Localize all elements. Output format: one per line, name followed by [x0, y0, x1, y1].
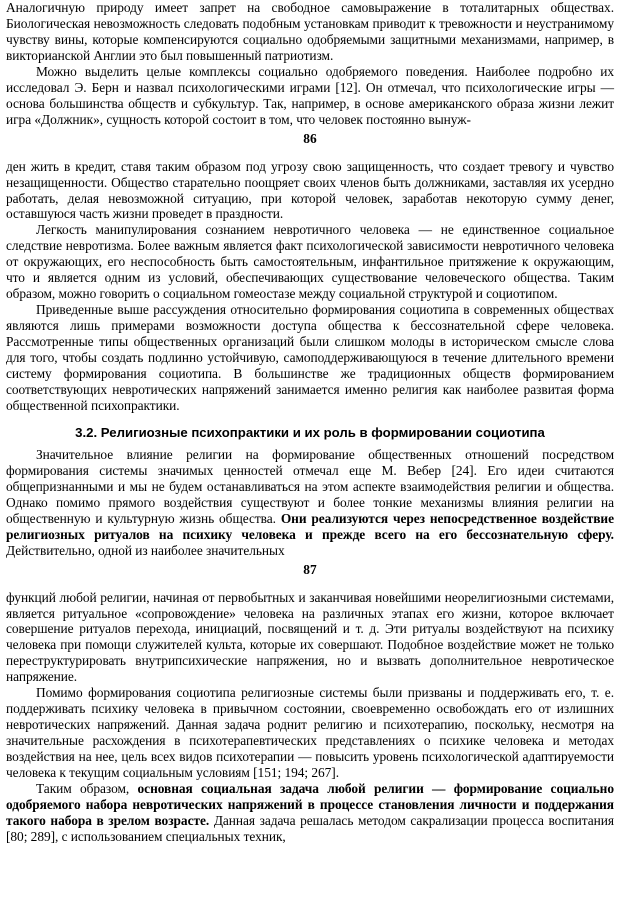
- paragraph: Легкость манипулирования сознанием невротичного человека — не единственное социальное следствие невротизма. Более важным является факт психологической зависимости невротичного человека от окружающих, его неспособность быть самостоятельным, инфантильное притяжение к окружающим, что и является одним из условий, обеспечивающих существование человеческого общества. Таким образом, можно говорить о социальном гомеостазе между социальной структурой и социотипом.: [6, 222, 614, 302]
- paragraph: Можно выделить целые комплексы социально одобряемого поведения. Наиболее подробно их исследовал Э. Берн и назвал психологическими играми [12]. Он отмечал, что психологические игры — основа большинства обществ и субкультур. Так, например, в основе американского образа жизни лежит игра «Должник», сущность которой состоит в том, что человек постоянно вынуж-: [6, 63, 614, 127]
- section-heading: 3.2. Религиозные психопрактики и их роль в формировании социотипа: [75, 424, 545, 440]
- emphasis-text: основная социальная задача любой религии — формирование социально одобряемого набора невротических напряжений в процессе становления личности и поддержания такого набора в зрелом возрасте.: [6, 780, 614, 828]
- paragraph: Помимо формирования социотипа религиозные системы были призваны и поддерживать его, т. е. поддерживать психику человека в привычном состоянии, своевременно освобождать его от излишних невротических напряжений. Данная задача роднит религию и психотерапию, поскольку, несмотря на значительные расхождения в психотерапевтических представлениях о психике человека и методах воздействия на нее, цель всех видов психотерапии — повысить уровень психологической адаптируемости человека к текущим социальным условиям [151; 194; 267].: [6, 685, 614, 781]
- paragraph: Аналогичную природу имеет запрет на свободное самовыражение в тоталитарных обществах. Биологическая невозможность следовать подобным установкам приводит к тревожности и неустранимому чувству вины, которые компенсируются социально одобряемыми защитными механизмами, например, в викторианской Англии это был повышенный патриотизм.: [6, 0, 614, 63]
- page-number: 86: [303, 130, 317, 146]
- text-run: Значительное влияние религии на формирование общественных отношений посредством формирования системы значимых ценностей отмечал еще М. Вебер [24]. Его идеи считаются общепризнанными и мы не будем останавливаться на этом аспекте взаимодействия религии и общества. Однако помимо прямого воздействия существуют и более тонкие механизмы влияния религии на общественную и культурную жизнь общества.: [6, 446, 614, 526]
- text-run: Таким образом,: [36, 780, 130, 796]
- text-run: Данная задача решалась методом сакрализации процесса воспитания [80; 289], с использованием специальных техник,: [6, 812, 614, 844]
- paragraph: [6, 781, 614, 845]
- paragraph: функций любой религии, начиная от первобытных и заканчивая новейшими неорелигиозными системами, является ритуальное «сопровождение» человека на различных этапах его жизни, которое включает совершение ритуалов перехода, инициаций, посвящений и т. д. Эти ритуалы воздействуют на психику человека при помощи служителей культа, которые их совершают. Подобное воздействие может не только переструктурировать внутрипсихические напряжения, но и вызвать дополнительное невротическое напряжение.: [6, 589, 614, 685]
- paragraph: Приведенные выше рассуждения относительно формирования социотипа в современных обществах являются лишь примерами возможности доступа общества к бессознательной сфере человека. Рассмотренные типы общественных организаций были слишком молоды в историческом смысле слова для того, чтобы создать подлинно устойчивую, самоподдерживающуюся в течение длительного времени систему формирования социотипа. В большинстве же традиционных обществ формированием соответствующих невротических напряжений занимается именно религия как наиболее развитая форма общественной психопрактики.: [6, 302, 614, 413]
- text-run: Действительно, одной из наиболее значительных: [6, 542, 285, 558]
- emphasis-text: Они реализуются через непосредственное воздействие религиозных ритуалов на психику человека и прежде всего на его бессознательную сферу.: [6, 510, 614, 542]
- page-number: 87: [303, 561, 317, 577]
- paragraph: [6, 447, 614, 559]
- paragraph: ден жить в кредит, ставя таким образом под угрозу свою защищенность, что создает тревогу и чувство незащищенности. Общество старательно поощряет своих членов быть должниками, заставляя их усердно работать, делая невозможной ситуацию, при которой человек, заработав некоторую сумму денег, оставшуюся часть жизни проведет в праздности.: [6, 158, 614, 222]
